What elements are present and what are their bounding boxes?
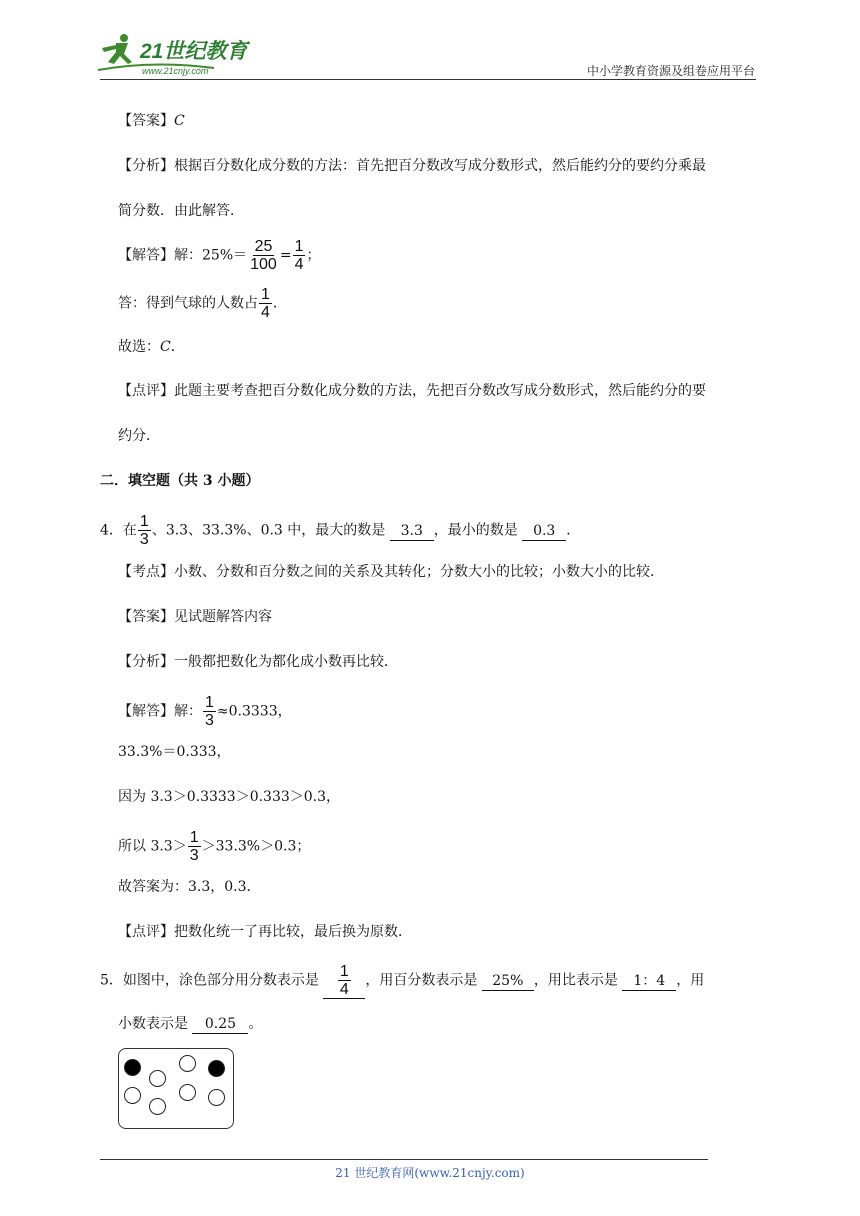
answer-label: 【答案】 bbox=[118, 113, 174, 129]
answer-label: 【答案】 bbox=[118, 609, 174, 625]
reply-prefix: 答：得到气球的人数占 bbox=[118, 295, 258, 312]
fraction-denominator: 4 bbox=[339, 981, 349, 998]
answer-blank-fraction bbox=[323, 963, 365, 999]
q4-analysis bbox=[118, 652, 398, 672]
runner-icon bbox=[102, 34, 132, 64]
q3-answer bbox=[118, 111, 185, 131]
q3-choice bbox=[118, 337, 185, 357]
footer-text: 21 世纪教育网(www.21cnjy.com) bbox=[335, 1166, 525, 1180]
kaodian-label: 【考点】 bbox=[118, 564, 174, 580]
solution-prefix: 解：25%＝ bbox=[174, 247, 248, 264]
fraction-numerator: 1 bbox=[261, 286, 270, 303]
q4-answer bbox=[118, 607, 272, 627]
fraction-denominator: 3 bbox=[205, 712, 214, 729]
fraction-denominator: 4 bbox=[294, 256, 304, 273]
q3-analysis-line-2: 简分数．由此解答． bbox=[118, 203, 244, 219]
fraction-numerator: 1 bbox=[139, 513, 149, 530]
answer-text: 见试题解答内容 bbox=[174, 609, 272, 625]
filled-circle bbox=[208, 1060, 225, 1077]
section-title: 二．填空题（共 3 小题） bbox=[100, 473, 260, 489]
answer-blank-decimal: 0.25 bbox=[192, 1015, 248, 1034]
q3-analysis-line-1 bbox=[118, 156, 706, 176]
q4-solution-line-5: 故答案为：3.3，0.3． bbox=[118, 879, 261, 895]
empty-circle bbox=[149, 1070, 166, 1087]
choice-end: ． bbox=[170, 339, 185, 355]
review-label: 【点评】 bbox=[118, 924, 174, 940]
fraction-numerator: 1 bbox=[339, 963, 349, 980]
line2-end: 。 bbox=[248, 1016, 263, 1032]
analysis-text: 一般都把数化为都化成小数再比较． bbox=[174, 654, 398, 670]
q4-kaodian bbox=[118, 562, 664, 582]
filled-circle bbox=[124, 1059, 141, 1076]
stem-end: ． bbox=[566, 522, 581, 539]
21cnjy-logo bbox=[94, 30, 264, 80]
stem-prefix: 在 bbox=[122, 522, 137, 539]
q5-stem-line-2 bbox=[118, 1014, 262, 1034]
q4-stem bbox=[100, 513, 580, 548]
solution-label: 【解答】 bbox=[118, 703, 174, 720]
fraction-1-4 bbox=[293, 238, 306, 273]
review-label: 【点评】 bbox=[118, 383, 174, 399]
header-platform-text: 中小学教育资源及组卷应用平台 bbox=[586, 64, 755, 78]
fraction-1-4 bbox=[259, 286, 272, 321]
question-number: 5． bbox=[100, 972, 123, 989]
fraction-numerator: 1 bbox=[294, 238, 304, 255]
stem-prefix: 如图中，涂色部分用分数表示是 bbox=[122, 972, 319, 989]
q4-solution-line-4 bbox=[118, 829, 310, 864]
answer-blank-max: 3.3 bbox=[390, 522, 434, 541]
reply-end: ． bbox=[272, 295, 287, 312]
q3-reply bbox=[118, 286, 287, 321]
analysis-label: 【分析】 bbox=[118, 158, 174, 174]
fraction-numerator: 1 bbox=[205, 694, 214, 711]
fraction-denominator: 3 bbox=[139, 531, 149, 548]
solution-label: 【解答】 bbox=[118, 247, 174, 264]
q3-solution bbox=[118, 238, 320, 273]
line4-prefix: 所以 3.3＞ bbox=[118, 838, 187, 855]
empty-circle bbox=[124, 1087, 141, 1104]
empty-circle bbox=[208, 1089, 225, 1106]
circle-figure bbox=[118, 1048, 234, 1129]
logo-text: 21世纪教育 bbox=[140, 40, 248, 63]
footer-divider bbox=[100, 1159, 708, 1160]
empty-circle bbox=[149, 1098, 166, 1115]
choice-value: C bbox=[160, 339, 171, 355]
fraction-1-4 bbox=[338, 963, 351, 998]
fraction-1-3 bbox=[138, 513, 151, 548]
fraction-denominator: 3 bbox=[189, 847, 199, 864]
choice-prefix: 故选： bbox=[118, 339, 160, 355]
analysis-text: 根据百分数化成分数的方法：首先把百分数改写成分数形式，然后能约分的要约分乘最 bbox=[174, 158, 706, 174]
stem-end: ，用 bbox=[676, 972, 705, 989]
answer-blank-percent: 25% bbox=[482, 972, 534, 991]
stem-mid: ，用百分数表示是 bbox=[365, 972, 478, 989]
review-text: 此题主要考查把百分数化成分数的方法，先把百分数改写成分数形式，然后能约分的要 bbox=[174, 383, 706, 399]
review-text: 把数化统一了再比较，最后换为原数． bbox=[174, 924, 412, 940]
q3-review-line-1 bbox=[118, 381, 706, 401]
page-header bbox=[0, 0, 860, 82]
q4-solution-line-2: 33.3%＝0.333， bbox=[118, 744, 231, 760]
fraction-denominator: 100 bbox=[250, 256, 277, 273]
fraction-numerator: 1 bbox=[189, 829, 199, 846]
q3-review-line-2: 约分． bbox=[118, 428, 160, 444]
fraction-numerator: 25 bbox=[254, 238, 273, 255]
fraction-25-100 bbox=[248, 238, 279, 273]
answer-blank-ratio: 1：4 bbox=[622, 972, 676, 991]
kaodian-text: 小数、分数和百分数之间的关系及其转化；分数大小的比较；小数大小的比较． bbox=[174, 564, 664, 580]
equals-sign: = bbox=[279, 247, 292, 264]
q4-solution-line-1 bbox=[118, 694, 292, 729]
answer-blank-min: 0.3 bbox=[522, 522, 566, 541]
line2-prefix: 小数表示是 bbox=[118, 1016, 188, 1032]
empty-circle bbox=[179, 1055, 196, 1072]
line4-after: ＞33.3%＞0.3； bbox=[201, 838, 311, 855]
fraction-denominator: 4 bbox=[261, 304, 270, 321]
q5-stem-line-1 bbox=[100, 963, 704, 999]
analysis-label: 【分析】 bbox=[118, 654, 174, 670]
solution-prefix: 解： bbox=[174, 703, 202, 720]
q4-review bbox=[118, 922, 412, 942]
logo-url: www.21cnjy.com bbox=[142, 66, 209, 76]
fraction-1-3 bbox=[188, 829, 201, 864]
answer-value: C bbox=[174, 113, 185, 129]
stem-mid2: ，最小的数是 bbox=[433, 522, 518, 539]
fraction-1-3 bbox=[203, 694, 216, 729]
q4-solution-line-3: 因为 3.3＞0.3333＞0.333＞0.3， bbox=[118, 789, 341, 805]
question-number: 4． bbox=[100, 522, 123, 539]
stem-mid: 、3.3、33.3%、0.3 中，最大的数是 bbox=[151, 522, 386, 539]
empty-circle bbox=[179, 1084, 196, 1101]
solution-end: ； bbox=[306, 247, 321, 264]
stem-mid2: ，用比表示是 bbox=[533, 972, 618, 989]
solution-after: ≈0.3333， bbox=[216, 703, 292, 720]
header-divider bbox=[100, 79, 756, 80]
